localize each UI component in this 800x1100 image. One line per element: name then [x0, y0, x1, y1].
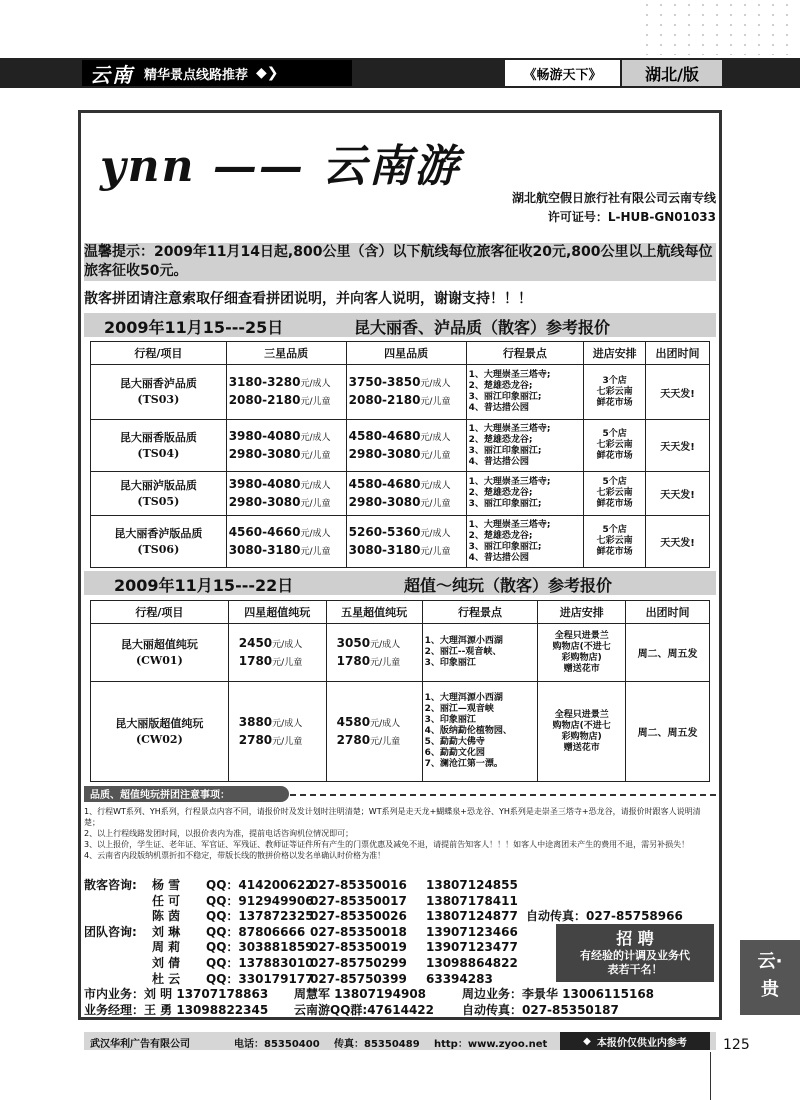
price-3star: 3180-3280元/成人 2080-2180元/儿童 [226, 365, 346, 420]
contact-row: 陈 茵 QQ：137872325 027-85350026 13807124877 自动传真：027-85758966 [152, 909, 683, 924]
city-business: 市内业务：刘 明 13707178863 [84, 987, 269, 1002]
periph-business: 周边业务：李景华 13006115168 [462, 987, 655, 1002]
recruit-line: 表若干名！ [607, 963, 663, 976]
section1-title: 昆大丽香、泸品质（散客）参考报价 [354, 318, 611, 337]
manager-row [84, 1003, 716, 1019]
footer-company: 武汉华利广告有限公司 [90, 1039, 190, 1050]
departure: 周二、周五发 [626, 624, 710, 682]
notes-list [84, 806, 716, 861]
edition-label: 湖北/版 [622, 60, 722, 86]
col-header: 四星超值纯玩 [228, 601, 326, 624]
auto-fax: 自动传真：027-85350187 [462, 1002, 619, 1017]
header-subtitle: 精华景点线路推荐 [144, 67, 249, 83]
col-header: 四星品质 [346, 342, 466, 365]
shop-arrangement: 全程只进景兰 购物店(不进七 彩购物店) 赠送花市 [538, 624, 626, 682]
departure: 天天发! [646, 516, 710, 568]
table-row [91, 516, 710, 568]
col-header: 五星超值纯玩 [326, 601, 422, 624]
col-header: 行程景点 [422, 601, 538, 624]
route-name: 昆大丽超值纯玩 (CW01) [91, 624, 229, 682]
recruit-line: 有经验的计调及业务代 [580, 949, 690, 962]
route-spots: 1、大理崇圣三塔寺; 2、楚雄恐龙谷; 3、丽江印象丽江; [466, 472, 584, 516]
table-row [91, 420, 710, 472]
business-manager: 业务经理：王 勇 13098822345 [84, 1002, 269, 1017]
section2-title: 超值～纯玩（散客）参考报价 [404, 576, 613, 595]
license-number: 许可证号：L-HUB-GN01033 [547, 210, 716, 224]
route-spots: 1、大理洱源小西湖 2、丽江--观音峡、 3、印象丽江 [422, 624, 538, 682]
brand-title: ynn —— 云南游 [100, 141, 461, 192]
agency-name: 湖北航空假日旅行社有限公司云南专线 [511, 191, 716, 205]
decorative-dot-grid [640, 0, 800, 55]
note-item: 2、以上行程线路发团时间，以报价表内为准，提前电话咨询机位情况即可； [84, 829, 354, 838]
route-name: 昆大丽香版品质 (TS04) [91, 420, 227, 472]
price-4star: 2450元/成人 1780元/儿童 [228, 624, 326, 682]
section1-bar [84, 313, 716, 337]
col-header: 出团时间 [626, 601, 710, 624]
route-name: 昆大丽泸版品质 (TS05) [91, 472, 227, 516]
header-left [82, 60, 352, 86]
notes-title: 品质、超值纯玩拼团注意事项： [84, 786, 289, 802]
route-name: 昆大丽香泸版品质 (TS06) [91, 516, 227, 568]
price-3star: 3980-4080元/成人 2980-3080元/儿童 [226, 472, 346, 516]
departure: 周二、周五发 [626, 682, 710, 782]
note-item: 3、以上报价，学生证、老年证、军官证、军残证、教师证等证件所有产生的门票优惠及减免不退，请提前告知客人！！！如客人中途离团未产生的费用不退，需另补损失！ [84, 840, 690, 849]
table-row [91, 365, 710, 420]
departure: 天天发! [646, 365, 710, 420]
route-spots: 1、大理崇圣三塔寺; 2、楚雄恐龙谷; 3、丽江印象丽江; 4、普达措公园 [466, 365, 584, 420]
departure: 天天发! [646, 472, 710, 516]
departure: 天天发! [646, 420, 710, 472]
col-header: 进店安排 [584, 342, 646, 365]
footer-phone: 电话：85350400 [234, 1039, 320, 1050]
notice-line: 散客拼团请注意索取仔细查看拼团说明，并向客人说明，谢谢支持！！！ [84, 291, 532, 307]
price-4star: 3880元/成人 2780元/儿童 [228, 682, 326, 782]
section1-table [90, 341, 710, 568]
diamond-icon: ◆❯ [256, 65, 279, 81]
contact-row: 周 莉 QQ：303881859 027-85350019 13907123477 [152, 940, 518, 955]
route-name: 昆大丽版超值纯玩 (CW02) [91, 682, 229, 782]
divider-line [710, 1052, 711, 1100]
route-spots: 1、大理崇圣三塔寺; 2、楚雄恐龙谷; 3、丽江印象丽江; 4、普达措公园 [466, 516, 584, 568]
footer-web: http：www.zyoo.net [434, 1039, 548, 1050]
city-business-2: 周慧军 13807194908 [294, 987, 427, 1002]
contact-row: 杜 云 QQ：330179177 027-85750399 63394283 [152, 971, 493, 986]
price-5star: 4580元/成人 2780元/儿童 [326, 682, 422, 782]
contact-row: 散客咨询: 杨 雪 QQ：414200622 027-85350016 13807124855 [84, 878, 518, 892]
business-row [84, 987, 716, 1003]
note-item: 1、行程WT系列、YH系列，行程景点内容不同，请报价时及发计划时注明清楚；WT系列是走天龙+蝴蝶泉+恐龙谷、YH系列是走崇圣三塔寺+恐龙谷，请报价时跟客人说明清楚； [84, 807, 701, 827]
recruit-box [556, 924, 714, 982]
notice-box: 温馨提示：2009年11月14日起,800公里（含）以下航线每位旅客征收20元,800公里以上航线每位旅客征收50元。 [84, 243, 716, 281]
note-item: 4、云南省内段版纳机票折扣不稳定，带版长线的散拼价格以发名单确认时价格为准！ [84, 851, 386, 860]
magazine-name: 《畅游天下》 [505, 60, 620, 86]
price-4star: 5260-5360元/成人 3080-3180元/儿童 [346, 516, 466, 568]
shop-arrangement: 全程只进景兰 购物店(不进七 彩购物店) 赠送花市 [538, 682, 626, 782]
route-spots: 1、大理崇圣三塔寺; 2、楚雄恐龙谷; 3、丽江印象丽江; 4、普达措公园 [466, 420, 584, 472]
table-row [91, 624, 710, 682]
price-4star: 4580-4680元/成人 2980-3080元/儿童 [346, 420, 466, 472]
col-header: 行程景点 [466, 342, 584, 365]
shop-arrangement: 5个店 七彩云南 鲜花市场 [584, 472, 646, 516]
recruit-title: 招 聘 [616, 929, 654, 948]
shop-arrangement: 3个店 七彩云南 鲜花市场 [584, 365, 646, 420]
section2-bar [84, 571, 716, 595]
side-tab: 云· 贵 [740, 940, 800, 1015]
footer-fax: 传真：85350489 [334, 1039, 420, 1050]
section1-date: 2009年11月15---25日 [104, 318, 284, 337]
col-header: 进店安排 [538, 601, 626, 624]
price-4star: 3750-3850元/成人 2080-2180元/儿童 [346, 365, 466, 420]
page-number: 125 [723, 1037, 750, 1053]
col-header: 行程/项目 [91, 601, 229, 624]
section2-date: 2009年11月15---22日 [114, 576, 294, 595]
contact-row: 任 可 QQ：912949906 027-85350017 13807178411 [152, 893, 518, 908]
section1-header-row [91, 342, 710, 365]
section2-table [90, 600, 710, 782]
contact-row: 刘 倩 QQ：137883010 027-85750299 13098864822 [152, 955, 518, 970]
route-name: 昆大丽香泸品质 (TS03) [91, 365, 227, 420]
col-header: 出团时间 [646, 342, 710, 365]
qq-group: 云南游QQ群:47614422 [294, 1002, 434, 1017]
table-row [91, 472, 710, 516]
price-3star: 4560-4660元/成人 3080-3180元/儿童 [226, 516, 346, 568]
col-header: 行程/项目 [91, 342, 227, 365]
route-spots: 1、大理洱源小西湖 2、丽江—观音峡 3、印象丽江 4、版纳勐伦植物园、 5、勐勐大佛寺 6、勐勐文化园 7、澜沧江第一漂。 [422, 682, 538, 782]
header-logo: 云南 [90, 62, 134, 87]
shop-arrangement: 5个店 七彩云南 鲜花市场 [584, 516, 646, 568]
notes-divider [290, 794, 716, 796]
price-4star: 4580-4680元/成人 2980-3080元/儿童 [346, 472, 466, 516]
shop-arrangement: 5个店 七彩云南 鲜花市场 [584, 420, 646, 472]
arrow-icon: ◆ [583, 1035, 591, 1047]
price-5star: 3050元/成人 1780元/儿童 [326, 624, 422, 682]
table-row [91, 682, 710, 782]
footer-note: ◆ 本报价仅供业内参考 [560, 1032, 710, 1050]
contact-row: 团队咨询: 刘 琳 QQ：87806666 027-85350018 13907123466 [84, 924, 518, 939]
col-header: 三星品质 [226, 342, 346, 365]
section2-header-row [91, 601, 710, 624]
price-3star: 3980-4080元/成人 2980-3080元/儿童 [226, 420, 346, 472]
